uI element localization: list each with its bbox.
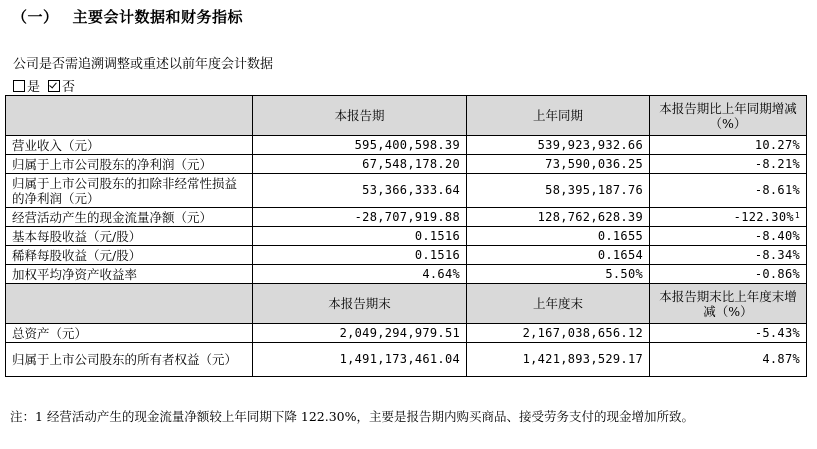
restatement-question: 公司是否需追溯调整或重述以前年度会计数据 — [13, 57, 274, 72]
header-blank — [6, 284, 253, 324]
current-value: 0.1516 — [253, 227, 467, 246]
option-no-label: 否 — [62, 80, 76, 95]
current-value: 67,548,178.20 — [253, 155, 467, 174]
prior-value: 58,395,187.76 — [467, 174, 650, 208]
change-value: -8.21% — [650, 155, 807, 174]
table-row — [6, 174, 807, 208]
current-value: 53,366,333.64 — [253, 174, 467, 208]
checkbox-yes[interactable] — [13, 80, 25, 92]
prior-value: 2,167,038,656.12 — [467, 324, 650, 343]
current-value: 1,491,173,461.04 — [253, 343, 467, 377]
row-label: 营业收入（元） — [6, 136, 253, 155]
table1-header-row — [6, 96, 807, 136]
prior-value: 0.1655 — [467, 227, 650, 246]
header-prior-period: 上年同期 — [467, 96, 650, 136]
table2-header-row — [6, 284, 807, 324]
current-value: 0.1516 — [253, 246, 467, 265]
change-value: -5.43% — [650, 324, 807, 343]
header-period-end: 本报告期末 — [253, 284, 467, 324]
section-title — [12, 6, 243, 27]
table-row — [6, 246, 807, 265]
change-value: -0.86% — [650, 265, 807, 284]
change-value: 4.87% — [650, 343, 807, 377]
change-value: -8.61% — [650, 174, 807, 208]
header-prior-year-end: 上年度末 — [467, 284, 650, 324]
current-value: 2,049,294,979.51 — [253, 324, 467, 343]
table-row — [6, 227, 807, 246]
financial-data-table — [5, 95, 807, 377]
header-change: 本报告期比上年同期增减（%） — [650, 96, 807, 136]
footnote: 注：1 经营活动产生的现金流量净额较上年同期下降 122.30%，主要是报告期内购买商品、接受劳务支付的现金增加所致。 — [10, 409, 695, 424]
row-label: 归属于上市公司股东的所有者权益（元） — [6, 343, 253, 377]
section-heading: 主要会计数据和财务指标 — [72, 8, 244, 26]
change-value: -8.40% — [650, 227, 807, 246]
table-row — [6, 208, 807, 227]
table-row — [6, 155, 807, 174]
table-row — [6, 343, 807, 377]
row-label: 稀释每股收益（元/股） — [6, 246, 253, 265]
row-label: 归属于上市公司股东的扣除非经常性损益的净利润（元） — [6, 174, 253, 208]
prior-value: 73,590,036.25 — [467, 155, 650, 174]
current-value: 4.64% — [253, 265, 467, 284]
current-value: -28,707,919.88 — [253, 208, 467, 227]
prior-value: 539,923,932.66 — [467, 136, 650, 155]
current-value: 595,400,598.39 — [253, 136, 467, 155]
row-label: 基本每股收益（元/股） — [6, 227, 253, 246]
prior-value: 128,762,628.39 — [467, 208, 650, 227]
row-label: 加权平均净资产收益率 — [6, 265, 253, 284]
checkbox-no-checked[interactable] — [48, 80, 60, 92]
header-current-period: 本报告期 — [253, 96, 467, 136]
section-number: （一） — [12, 8, 59, 26]
prior-value: 0.1654 — [467, 246, 650, 265]
footnote-marker: 1 — [794, 210, 800, 220]
row-label: 归属于上市公司股东的净利润（元） — [6, 155, 253, 174]
option-yes-label: 是 — [27, 80, 41, 95]
prior-value: 1,421,893,529.17 — [467, 343, 650, 377]
change-text: -122.30% — [733, 209, 794, 224]
table-row — [6, 324, 807, 343]
header-blank — [6, 96, 253, 136]
prior-value: 5.50% — [467, 265, 650, 284]
change-value: 10.27% — [650, 136, 807, 155]
change-value: -8.34% — [650, 246, 807, 265]
row-label: 经营活动产生的现金流量净额（元） — [6, 208, 253, 227]
row-label: 总资产（元） — [6, 324, 253, 343]
change-value — [650, 208, 807, 227]
table-row — [6, 136, 807, 155]
restatement-answer — [13, 76, 75, 95]
table-row — [6, 265, 807, 284]
header-change-end: 本报告期末比上年度末增减（%） — [650, 284, 807, 324]
